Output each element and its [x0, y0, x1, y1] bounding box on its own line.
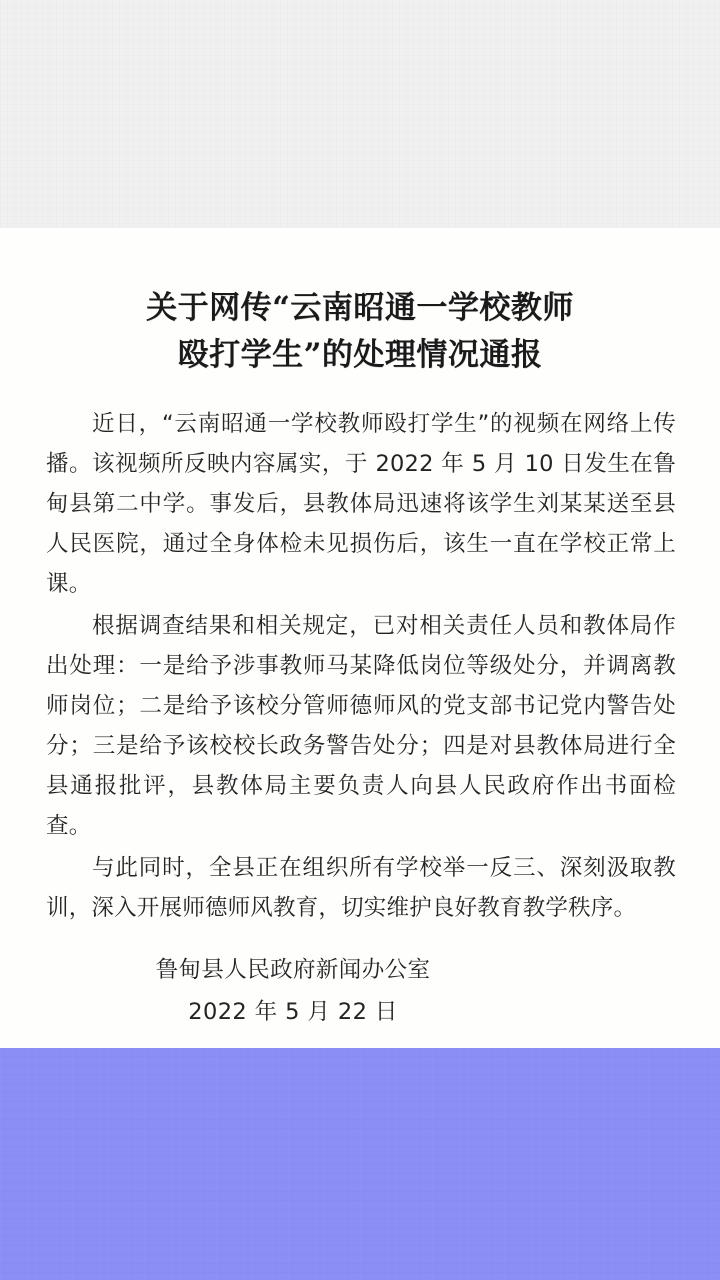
issuing-organization: 鲁甸县人民政府新闻办公室 — [155, 957, 431, 983]
signature-block — [0, 953, 720, 1028]
page-title — [0, 285, 720, 379]
issue-date: 2022 年 5 月 22 日 — [188, 999, 398, 1025]
top-background-band — [0, 0, 720, 228]
paragraph-1: 近日，“云南昭通一学校教师殴打学生”的视频在网络上传播。该视频所反映内容属实，于 2022 年 5 月 10 日发生在鲁甸县第二中学。事发后，县教体局迅速将该学生刘某某送至县人民医院，通过全身体检未见损伤后，该生一直在学校正常上课。 — [46, 411, 676, 597]
notice-document — [0, 228, 720, 1048]
page-title-line-2: 殴打学生”的处理情况通报 — [177, 336, 543, 373]
page-title-line-1: 关于网传“云南昭通一学校教师 — [146, 289, 574, 326]
paragraph-3: 与此同时，全县正在组织所有学校举一反三、深刻汲取教训，深入开展师德师风教育，切实维护良好教育教学秩序。 — [46, 855, 676, 921]
paragraph-2: 根据调查结果和相关规定，已对相关责任人员和教体局作出处理：一是给予涉事教师马某降低岗位等级处分，并调离教师岗位；二是给予该校分管师德师风的党支部书记党内警告处分；三是给予该校校长政务警告处分；四是对县教体局进行全县通报批评，县教体局主要负责人向县人民政府作出书面检查。 — [46, 613, 676, 839]
document-body — [46, 404, 676, 930]
bottom-purple-band — [0, 1048, 720, 1280]
